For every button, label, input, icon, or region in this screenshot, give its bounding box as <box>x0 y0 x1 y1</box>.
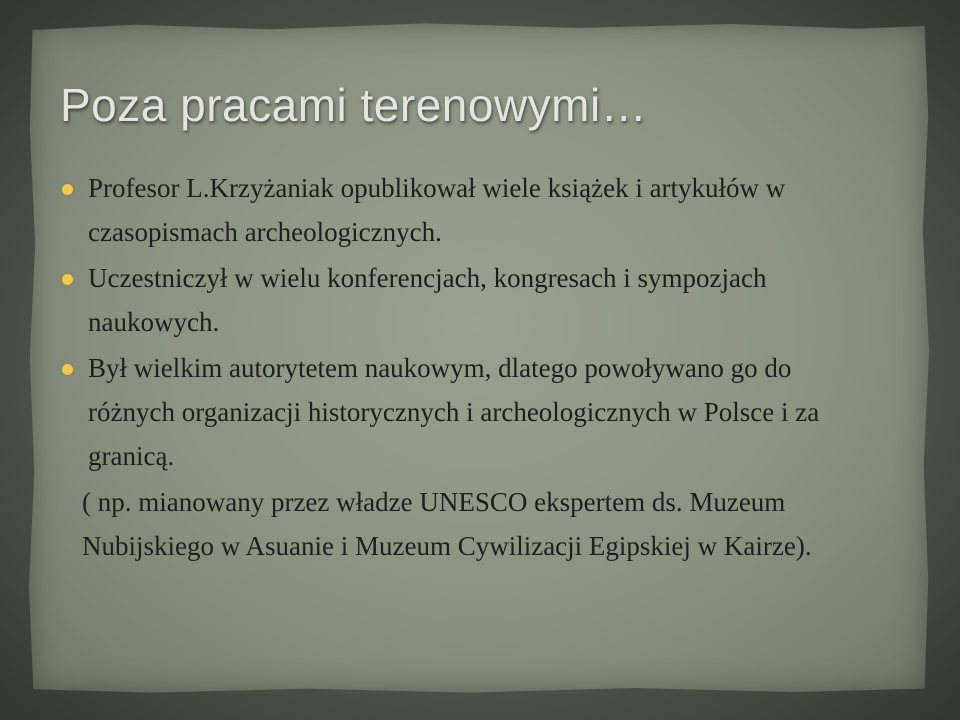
list-item <box>60 166 860 254</box>
bullet-text: Profesor L.Krzyżaniak opublikował wiele książek i artykułów w czasopismach archeologicznych. <box>88 173 786 247</box>
bullet-dot-icon <box>62 364 73 375</box>
bullet-list <box>60 166 860 568</box>
bullet-dot-icon <box>62 274 73 285</box>
bullet-dot-icon <box>62 184 73 195</box>
bullet-text: Był wielkim autorytetem naukowym, dlatego powoływano go do różnych organizacji historycznych i archeologicznych w Polsce i za granicą. <box>88 353 820 471</box>
bullet-text: Uczestniczył w wielu konferencjach, kongresach i sympozjach naukowych. <box>88 263 767 337</box>
note-text: ( np. mianowany przez władze UNESCO ekspertem ds. Muzeum Nubijskiego w Asuanie i Muzeum Cywilizacji Egipskiej w Kairze). <box>82 487 812 561</box>
list-item <box>60 346 860 478</box>
slide-title: Poza pracami terenowymi… <box>60 79 648 131</box>
list-item <box>60 256 860 344</box>
note-paragraph <box>60 480 860 568</box>
